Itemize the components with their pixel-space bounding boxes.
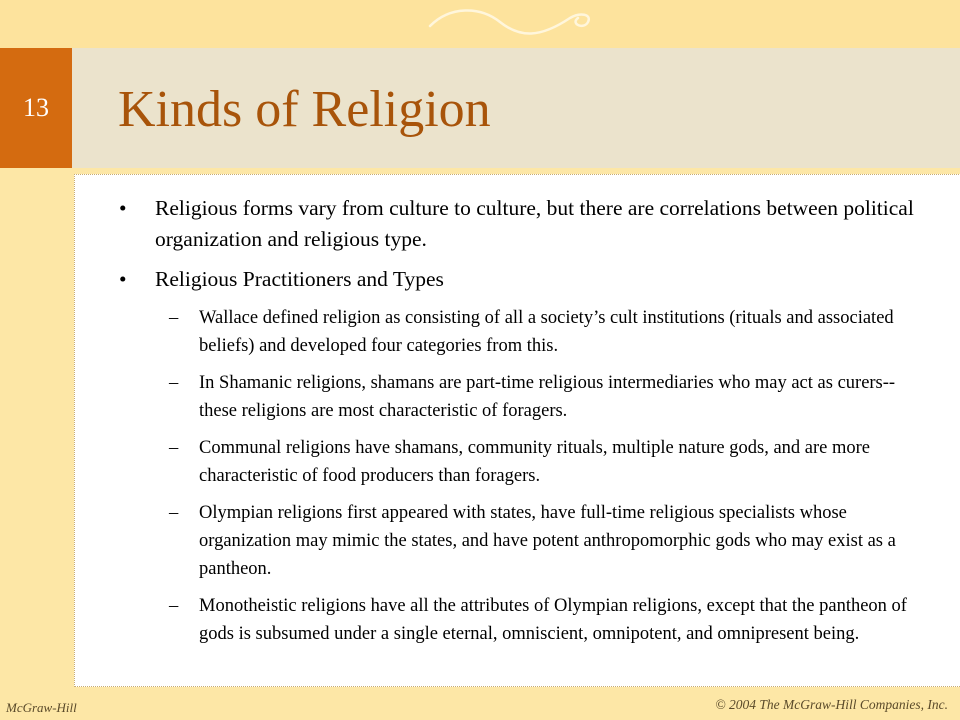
dash-marker: – bbox=[169, 373, 179, 393]
content-bottom-rule bbox=[74, 686, 960, 687]
sub-bullet-text: In Shamanic religions, shamans are part-time religious intermediaries who may act as curers--these religions are most characteristic of foragers. bbox=[199, 373, 896, 421]
sub-bullet-text: Olympian religions first appeared with states, have full-time religious specialists whose organization may mimic the states, and have potent anthropomorphic gods who may exist as a pantheon. bbox=[199, 503, 896, 579]
dash-marker: – bbox=[169, 503, 179, 523]
sub-bullet-text: Monotheistic religions have all the attributes of Olympian religions, except that the pantheon of gods is subsumed under a single eternal, omniscient, omnipotent, and omnipresent being. bbox=[199, 596, 907, 644]
bullet-item bbox=[75, 264, 915, 295]
sub-bullet-item bbox=[75, 434, 915, 490]
top-band bbox=[0, 0, 960, 48]
dash-marker: – bbox=[169, 438, 179, 458]
sub-bullet-text: Communal religions have shamans, community rituals, multiple nature gods, and are more characteristic of food producers than foragers. bbox=[199, 438, 870, 486]
sub-bullet-item bbox=[75, 304, 915, 360]
footer-copyright: © 2004 The McGraw-Hill Companies, Inc. bbox=[715, 697, 948, 712]
content-area bbox=[74, 174, 960, 687]
sub-bullet-text: Wallace defined religion as consisting of all a society’s cult institutions (rituals and associated beliefs) and developed four categories from this. bbox=[199, 308, 894, 356]
bullet-text: Religious Practitioners and Types bbox=[155, 267, 444, 291]
dash-marker: – bbox=[169, 596, 179, 616]
swirl-ornament-icon bbox=[420, 4, 610, 40]
slide-number: 13 bbox=[0, 48, 72, 168]
bullet-item bbox=[75, 193, 915, 255]
slide-title: Kinds of Religion bbox=[118, 81, 491, 138]
bullet-marker: • bbox=[119, 267, 127, 291]
bullet-text: Religious forms vary from culture to culture, but there are correlations between political organization and religious type. bbox=[155, 196, 914, 251]
footer-publisher: McGraw-Hill bbox=[6, 700, 77, 715]
dash-marker: – bbox=[169, 308, 179, 328]
sub-bullet-item bbox=[75, 499, 915, 583]
sub-bullet-item bbox=[75, 592, 915, 648]
sub-bullet-item bbox=[75, 369, 915, 425]
bullet-marker: • bbox=[119, 196, 127, 220]
bullet-list bbox=[75, 193, 915, 657]
